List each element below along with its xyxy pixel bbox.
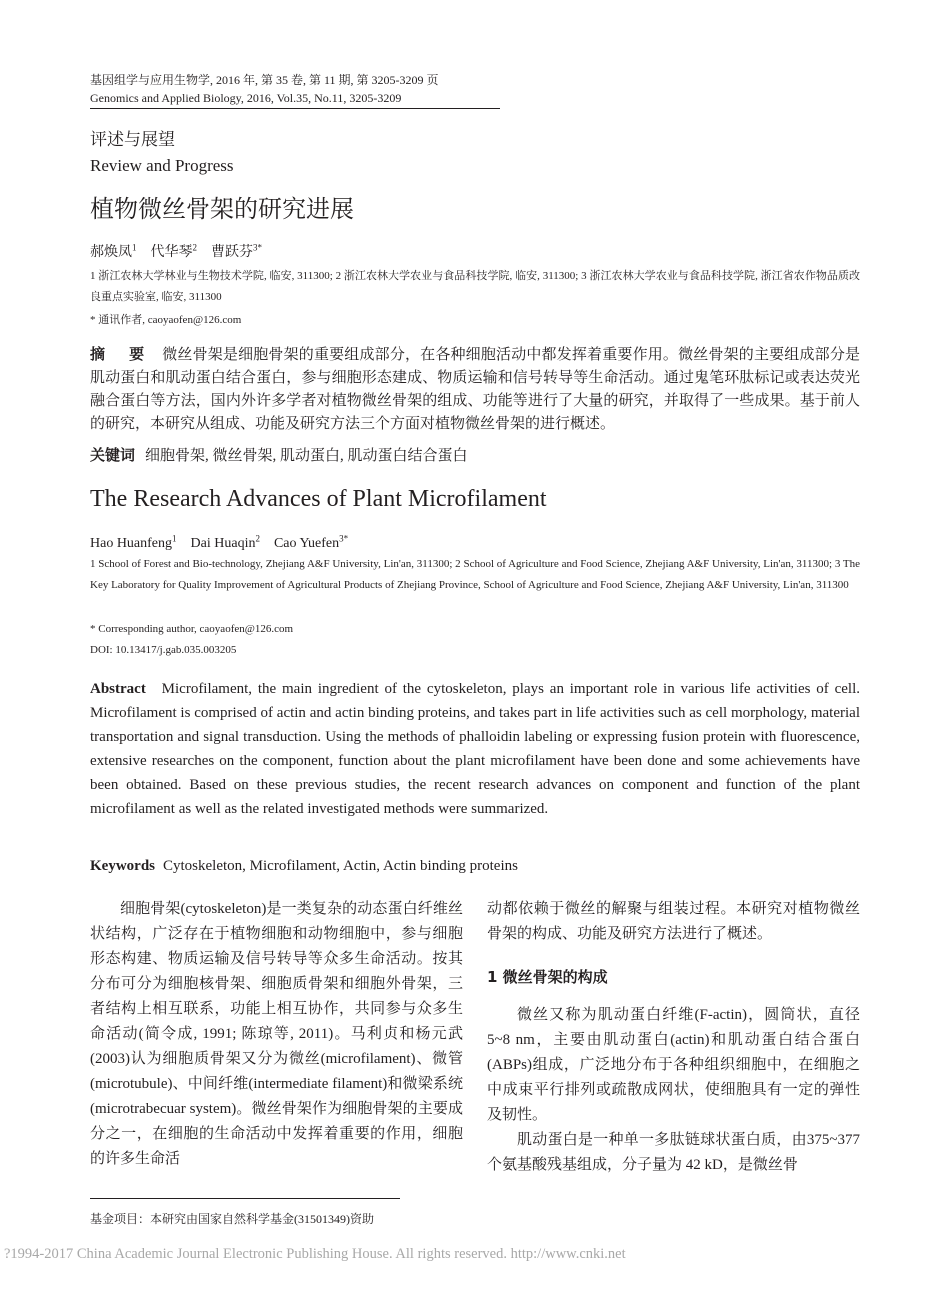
header-rule	[90, 108, 500, 109]
body-paragraph: 肌动蛋白是一种单一多肽链球状蛋白质，由375~377 个氨基酸残基组成，分子量为 42 kD，是微丝骨	[487, 1132, 860, 1173]
author-affiliation-mark: 1	[172, 533, 177, 544]
body-column-left	[90, 897, 463, 1172]
author-list-cn	[90, 244, 262, 262]
corresponding-author-cn: * 通讯作者, caoyaofen@126.com	[90, 314, 242, 326]
body-paragraph: 动都依赖于微丝的解聚与组装过程。本研究对植物微丝骨架的构成、功能及研究方法进行了概述。	[487, 901, 860, 942]
keywords-en	[90, 856, 860, 876]
author-affiliation-mark: 3*	[339, 533, 349, 544]
author-name: Cao Yuefen	[273, 536, 340, 551]
footnote-rule	[90, 1198, 400, 1199]
journal-citation-cn: 基因组学与应用生物学, 2016 年, 第 35 卷, 第 11 期, 第 3205-3209 页	[90, 73, 439, 87]
doi-link[interactable]: DOI: 10.13417/j.gab.035.003205	[90, 644, 237, 656]
body-paragraph: 细胞骨架(cytoskeleton)是一类复杂的动态蛋白纤维丝状结构，广泛存在于植物细胞和动物细胞中，参与细胞形态构建、物质运输及信号转导等众多生命活动。按其分布可分为细胞核骨架、细胞质骨架和细胞外骨架，三者结构上相互联系，功能上相互协作，共同参与众多生命活动(简令成, 1991; 陈琼等, 2011)。马利贞和杨元武(2003)认为细胞质骨架又分为微丝(microfilament)、微管(microtubule)、中间纤维(intermediate filament)和微梁系统(microtrabecuar system)。微丝骨架作为细胞骨架的主要成分之一，在细胞的生命活动中发挥着重要的作用，细胞的许多生命活	[90, 901, 463, 1167]
author-affiliation-mark: 3*	[253, 242, 262, 253]
journal-citation-en: Genomics and Applied Biology, 2016, Vol.35, No.11, 3205-3209	[90, 91, 402, 105]
affiliation-cn: 1 浙江农林大学林业与生物技术学院, 临安, 311300; 2 浙江农林大学农业与食品科技学院, 临安, 311300; 3 浙江农林大学农业与食品科技学院, 浙江省农作物品质改良重点实验室, 临安, 311300	[90, 270, 860, 303]
author-affiliation-mark: 1	[132, 242, 137, 253]
article-title-en: The Research Advances of Plant Microfilament	[90, 486, 547, 512]
author-list-en	[90, 535, 348, 553]
author-name: Hao Huanfeng	[90, 536, 173, 551]
article-title-cn: 植物微丝骨架的研究进展	[90, 197, 354, 223]
section-heading: 1 微丝骨架的构成	[487, 968, 608, 986]
keywords-text-cn: 细胞骨架, 微丝骨架, 肌动蛋白, 肌动蛋白结合蛋白	[145, 448, 468, 464]
body-column-right	[487, 897, 860, 1178]
author-name: 郝焕凤	[90, 245, 132, 260]
keywords-label-en: Keywords	[90, 858, 155, 874]
abstract-label-en: Abstract	[90, 681, 146, 697]
body-paragraph: 微丝又称为肌动蛋白纤维(F-actin)，圆筒状，直径 5~8 nm，主要由肌动蛋白(actin)和肌动蛋白结合蛋白(ABPs)组成，广泛地分布于各种组织细胞中，在细胞之中成束平行排列或疏散成网状，使细胞具有一定的弹性及韧性。	[487, 1007, 860, 1123]
author-affiliation-mark: 2	[255, 533, 260, 544]
abstract-en	[90, 677, 860, 821]
copyright-watermark: ?1994-2017 China Academic Journal Electronic Publishing House. All rights reserved. http://www.cnki.net	[4, 1246, 626, 1262]
author-name: Dai Huaqin	[190, 536, 256, 551]
keywords-cn	[90, 446, 860, 466]
abstract-text-cn: 微丝骨架是细胞骨架的重要组成部分，在各种细胞活动中都发挥着重要作用。微丝骨架的主要组成部分是肌动蛋白和肌动蛋白结合蛋白，参与细胞形态建成、物质运输和信号转导等生命活动。通过鬼笔环肽标记或表达荧光融合蛋白等方法，国内外许多学者对植物微丝骨架的组成、功能等进行了大量的研究，并取得了一些成果。基于前人的研究，本研究从组成、功能及研究方法三个方面对植物微丝骨架的进行概述。	[90, 347, 861, 432]
section-label-en: Review and Progress	[90, 156, 234, 175]
corresponding-author-en: * Corresponding author, caoyaofen@126.com	[90, 623, 294, 635]
author-name: 代华琴	[150, 245, 193, 260]
affiliation-en: 1 School of Forest and Bio-technology, Zhejiang A&F University, Lin'an, 311300; 2 School of Agriculture and Food Science, Zhejiang A&F University, Lin'an, 311300; 3 The Key Laboratory for Quality Improvement of Agricultural Products of Zhejiang Province, School of Agriculture and Food Science, Zhejiang A&F University, Lin'an, 311300	[90, 558, 860, 591]
author-name: 曹跃芬	[211, 245, 253, 260]
keywords-text-en: Cytoskeleton, Microfilament, Actin, Actin binding proteins	[163, 858, 518, 874]
paper-page	[90, 0, 860, 1292]
abstract-text-en: Microfilament, the main ingredient of the cytoskeleton, plays an important role in various life activities of cell. Microfilament is comprised of actin and actin binding proteins, and takes part in life activities such as cell morphology, material transportation and signal transduction. Using the methods of phalloidin labeling or expressing fusion protein with fluorescence, extensive researches on the component, function about the plant microfilament have been done and some achievements have been obtained. Based on these previous studies, the recent research advances on component and function of the plant microfilament as well as the related investigated methods were summarized.	[90, 681, 860, 817]
abstract-label-cn: 摘 要	[90, 347, 155, 363]
funding-footnote: 基金项目：本研究由国家自然科学基金(31501349)资助	[90, 1212, 374, 1226]
keywords-label-cn: 关键词	[90, 448, 136, 464]
author-affiliation-mark: 2	[192, 242, 197, 253]
abstract-cn	[90, 344, 860, 436]
section-label-cn: 评述与展望	[90, 130, 175, 149]
